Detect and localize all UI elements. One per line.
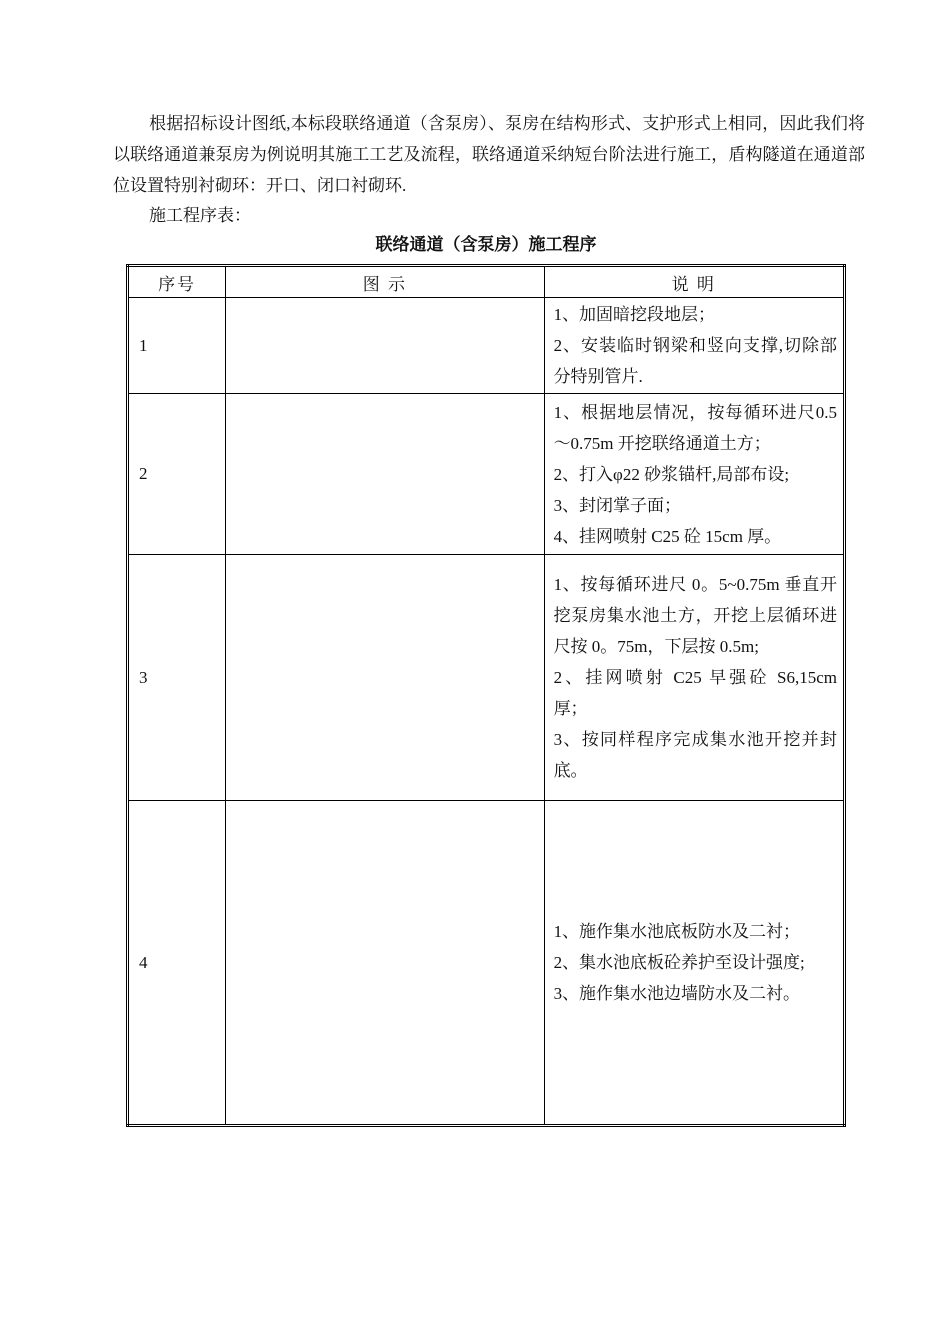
description-line: 3、按同样程序完成集水池开挖并封底。 xyxy=(553,730,837,780)
description-cell xyxy=(544,394,844,555)
description-line: 3、施作集水池边墙防水及二衬。 xyxy=(553,984,801,1003)
intro-paragraph xyxy=(113,108,865,201)
table-row xyxy=(128,555,845,801)
table-row xyxy=(128,394,845,555)
table-title: 联络通道（含泵房）施工程序 xyxy=(375,235,597,255)
description-line: 1、施作集水池底板防水及二衬； xyxy=(553,922,801,941)
description-line: 1、根据地层情况，按每循环进尺0.5～0.75m 开挖联络通道土方； xyxy=(553,402,837,453)
figure-cell xyxy=(226,298,544,394)
description-line: 2、安装临时钢梁和竖向支撑,切除部分特别管片. xyxy=(553,336,837,386)
description-line: 2、打入φ22 砂浆锚杆,局部布设; xyxy=(553,464,790,484)
description-line: 2、集水池底板砼养护至设计强度; xyxy=(553,953,805,972)
table-row xyxy=(128,298,845,394)
description-cell xyxy=(544,801,844,1126)
figure-cell xyxy=(226,801,544,1126)
procedure-table xyxy=(126,264,846,1127)
table-row xyxy=(128,801,845,1126)
row-number: 3 xyxy=(128,555,226,801)
figure-cell xyxy=(226,394,544,555)
row-number: 2 xyxy=(128,394,226,555)
description-line: 1、按每循环进尺 0。5~0.75m 垂直开挖泵房集水池土方，开挖上层循环进尺按 0。75m，下层按 0.5m; xyxy=(553,575,837,656)
description-line: 1、加固暗挖段地层； xyxy=(553,305,716,324)
description-line: 4、挂网喷射 C25 砼 15cm 厚。 xyxy=(553,526,782,546)
description-line: 2、挂网喷射 C25 早强砼 S6,15cm 厚； xyxy=(553,668,837,718)
header-no: 序号 xyxy=(128,266,226,298)
table-label-text: 施工程序表： xyxy=(149,206,251,225)
description-cell xyxy=(544,298,844,394)
header-description: 说 明 xyxy=(544,266,844,298)
table-header-row xyxy=(128,266,845,298)
intro-text: 根据招标设计图纸,本标段联络通道（含泵房）、泵房在结构形式、支护形式上相同，因此我们将以联络通道兼泵房为例说明其施工工艺及流程，联络通道采纳短台阶法进行施工，盾构隧道在通道部位设置特别衬砌环：开口、闭口衬砌环. xyxy=(113,114,865,195)
row-number: 4 xyxy=(128,801,226,1126)
figure-cell xyxy=(226,555,544,801)
table-label xyxy=(113,200,865,231)
description-cell xyxy=(544,555,844,801)
row-number: 1 xyxy=(128,298,226,394)
description-line: 3、封闭掌子面； xyxy=(553,495,682,515)
header-figure: 图 示 xyxy=(226,266,544,298)
